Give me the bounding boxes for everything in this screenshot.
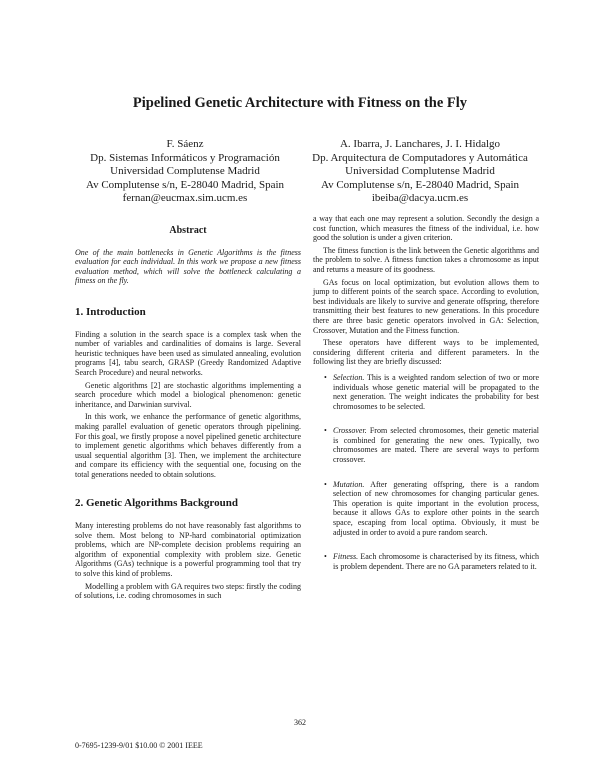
author-university: Universidad Complutense Madrid	[110, 165, 260, 177]
background-section	[75, 499, 301, 600]
right-column	[313, 214, 539, 586]
author-address: Av Complutense s/n, E-28040 Madrid, Spain	[85, 178, 285, 191]
author-university: Universidad Complutense Madrid	[345, 165, 495, 177]
paragraph: These operators have different ways to be implemented, considering different criteria and different parameters. In the following list they are briefly discussed:	[313, 338, 539, 367]
paragraph: Modelling a problem with GA requires two steps: firstly the coding of solutions, i.e. coding chromosomes in such	[75, 581, 301, 601]
section-heading: 2. Genetic Algorithms Background	[75, 497, 238, 510]
author-name: A. Ibarra, J. Lanchares, J. I. Hidalgo	[339, 138, 501, 150]
copyright-footer: 0-7695-1239-9/01 $10.00 © 2001 IEEE	[75, 741, 203, 750]
author-email: fernan@eucmax.sim.ucm.es	[122, 192, 248, 204]
introduction-section	[75, 305, 301, 480]
page-number: 362	[294, 718, 306, 727]
section-heading: 1. Introduction	[75, 305, 146, 318]
author-block-right	[300, 138, 540, 206]
list-term: Fitness.	[333, 552, 359, 562]
author-block-left	[70, 138, 300, 206]
author-address: Av Complutense s/n, E-28040 Madrid, Spain	[320, 178, 520, 191]
operator-list	[313, 373, 539, 572]
author-name: F. Sáenz	[166, 138, 204, 150]
list-text: From selected chromosomes, their genetic material is combined for generating the new ones. Typically, two chromosomes are mated. There are several ways to perform crossover.	[333, 426, 539, 465]
list-text: After generating offspring, there is a random selection of new chromosomes for changing particular genes. This operation is quite important in the evolution process, because it allows GAs to explore other points in the search space, escaping from local optima. Obviously, it must be adjusted in order to avoid a pure random search.	[333, 479, 539, 537]
author-department: Dp. Sistemas Informáticos y Programación	[90, 151, 280, 164]
paragraph: In this work, we enhance the performance of genetic algorithms, making parallel evaluation of genetic operators through pipelining. For this goal, we firstly propose a novel pipelined genetic architecture to implement genetic algorithms which behaves differently from a usual sequential algorithm [3]. Then, we implement the architecture and compare its efficiency with the sequential one, focusing on the total generations needed to obtain solutions.	[75, 412, 301, 479]
list-item	[333, 552, 539, 571]
list-term: Crossover.	[333, 426, 367, 436]
paragraph: The fitness function is the link between the Genetic algorithms and the problem to solve. A fitness function takes a chromosome as input and returns a measure of its goodness.	[313, 245, 539, 274]
list-term: Selection.	[333, 372, 365, 382]
list-text: This is a weighted random selection of two or more individuals whose genetic material will be propagated to the next generation. The weight indicates the probability for best chromosomes to be selected.	[333, 372, 539, 411]
list-item	[333, 373, 539, 411]
author-email: ibeiba@dacya.ucm.es	[371, 192, 469, 204]
paper-title: Pipelined Genetic Architecture with Fitness on the Fly	[132, 95, 468, 111]
paragraph: GAs focus on local optimization, but evolution allows them to jump to different points of the search space. According to evolution, best individuals are likely to survive and generate offspring, therefore transmitting their best features to new generations. In this procedure there are three basic genetic operators involved in GA: Selection, Crossover, Mutation and the Fitness function.	[313, 277, 539, 335]
list-item	[333, 426, 539, 464]
author-department: Dp. Arquitectura de Computadores y Automática	[312, 151, 528, 164]
abstract-heading: Abstract	[169, 225, 207, 236]
paragraph: Finding a solution in the search space is a complex task when the number of variables and cardinalities of domains is large. Several heuristic techniques have been used as simulated annealing, evolution programs [4], tabu search, GRASP (Greedy Randomized Adaptive Search Procedure) and neural networks.	[75, 329, 301, 377]
paragraph: a way that each one may represent a solution. Secondly the design a cost function, which measures the fitness of the individual, i.e. how good the solution is under a given criterion.	[313, 214, 539, 243]
list-item	[333, 480, 539, 538]
list-term: Mutation.	[333, 479, 365, 489]
paragraph: Many interesting problems do not have reasonably fast algorithms to solve them. Most belong to NP-hard combinatorial optimization problems, which are NP-complete decision problems requiring an algorithm of exponential complexity with problem size. Genetic Algorithms (GAs) technique is a powerful programming tool that try to solve this kind of problems.	[75, 521, 301, 579]
paragraph: Genetic algorithms [2] are stochastic algorithms implementing a search procedure which model a biological phenomenon: genetic inheritance, and Darwinian survival.	[75, 380, 301, 409]
abstract-text: One of the main bottlenecks in Genetic Algorithms is the fitness evaluation for each individual. In this work we propose a new fitness evaluation method, which will solve the bottleneck calculating a fitness on the fly.	[75, 247, 301, 286]
left-column	[75, 226, 301, 604]
list-text: Each chromosome is characterised by its fitness, which is problem dependent. There are no GA parameters related to it.	[333, 552, 539, 571]
